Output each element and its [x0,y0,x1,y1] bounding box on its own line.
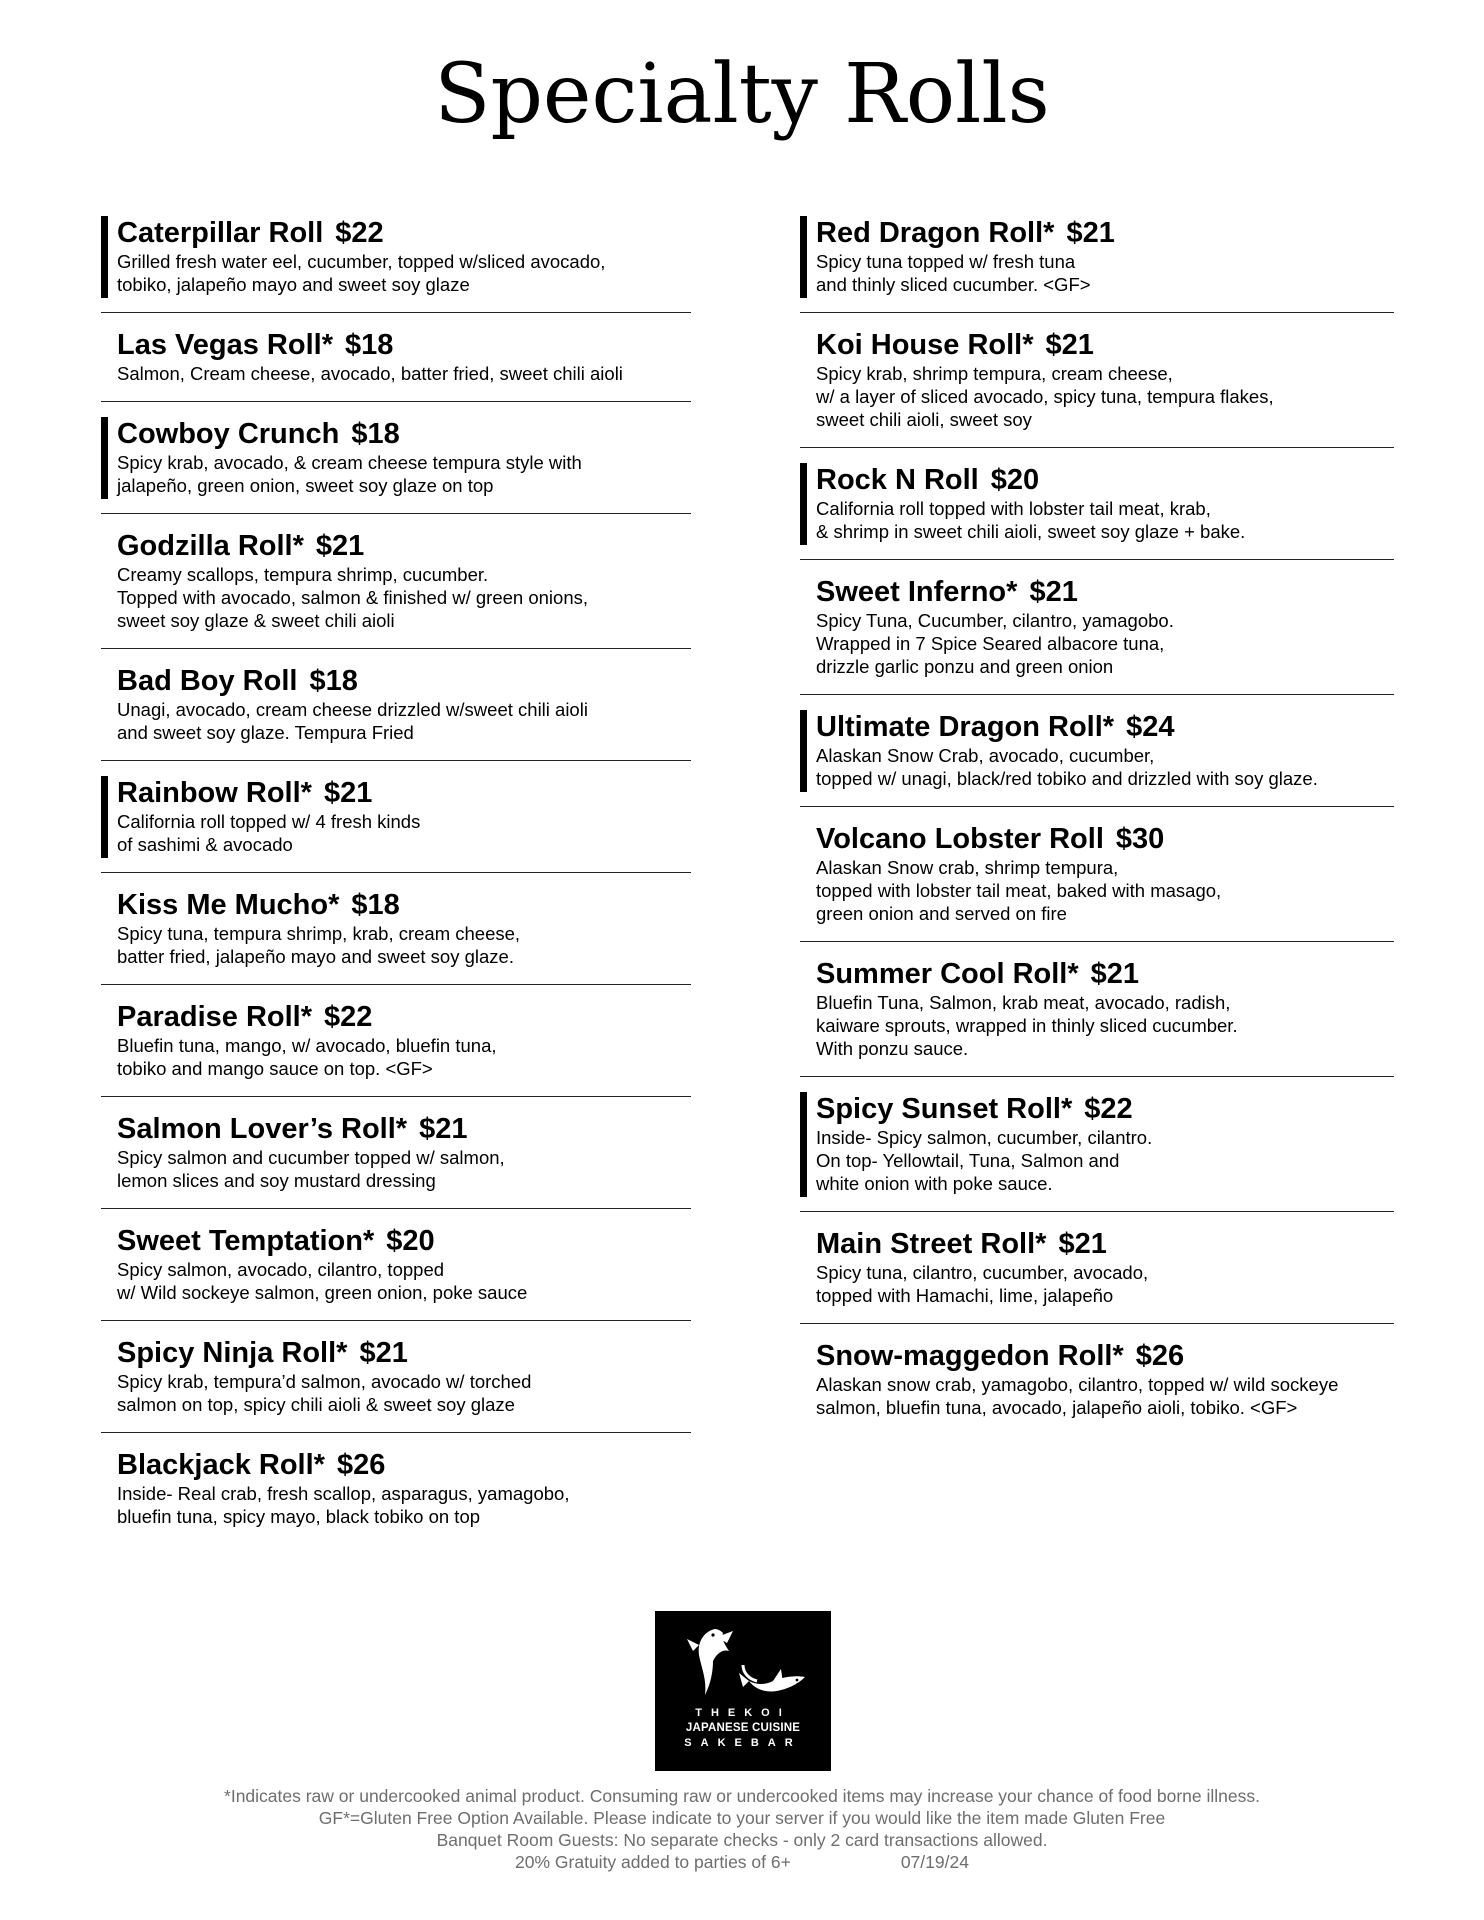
item-name-line [117,776,691,810]
item-description: Spicy tuna, cilantro, cucumber, avocado, topped with Hamachi, lime, jalapeño [816,1262,1149,1306]
footer-raw-warning: *Indicates raw or undercooked animal product. Consuming raw or undercooked items may increase your chance of food borne illness. [224,1786,1260,1806]
item-name: Kiss Me Mucho* [117,889,340,921]
item-description: Spicy krab, shrimp tempura, cream cheese, w/ a layer of sliced avocado, spicy tuna, tempura flakes, sweet chili aioli, sweet soy [816,363,1274,430]
item-description: Alaskan snow crab, yamagobo, cilantro, topped w/ wild sockeye salmon, bluefin tuna, avocado, jalapeño aioli, tobiko. <GF> [816,1374,1339,1418]
menu-item [800,1339,1394,1435]
menu-item [101,216,691,313]
item-description: Creamy scallops, tempura shrimp, cucumber. Topped with avocado, salmon & finished w/ green onions, sweet soy glaze & sweet chili aioli [117,564,589,631]
item-description: Spicy tuna, tempura shrimp, krab, cream cheese, batter fried, jalapeño mayo and sweet soy glaze. [117,923,521,967]
item-name: Ultimate Dragon Roll* [816,711,1115,743]
item-price: $21 [419,1113,468,1145]
item-name: Spicy Ninja Roll* [117,1337,348,1369]
item-price: $21 [1090,958,1140,990]
menu-item [800,1092,1394,1212]
restaurant-logo [655,1611,831,1771]
menu-column-right [800,216,1394,1450]
item-price: $20 [990,464,1040,496]
item-price: $21 [1066,217,1115,249]
menu-item [101,1336,691,1433]
item-name: Snow-maggedon Roll* [816,1340,1124,1372]
item-description: California roll topped w/ 4 fresh kinds of sashimi & avocado [117,811,421,855]
item-description: Unagi, avocado, cream cheese drizzled w/sweet chili aioli and sweet soy glaze. Tempura Fried [117,699,588,743]
item-name-line [117,1000,691,1034]
item-description: Bluefin tuna, mango, w/ avocado, bluefin tuna, tobiko and mango sauce on top. <GF> [117,1035,497,1079]
item-name-line [816,575,1394,609]
item-name: Godzilla Roll* [117,530,304,562]
menu-item [800,710,1394,807]
item-name: Summer Cool Roll* [816,958,1079,990]
item-price: $22 [335,217,384,249]
menu-item [101,1224,691,1321]
item-name-line [117,888,691,922]
item-name-line [117,1224,691,1258]
item-name-line [816,1339,1394,1373]
item-name: Cowboy Crunch [117,418,340,450]
item-name-line [816,710,1394,744]
menu-item [800,328,1394,448]
item-name: Koi House Roll* [816,329,1034,361]
menu-item [800,957,1394,1077]
item-price: $22 [324,1001,373,1033]
footer-notes [0,1785,1484,1873]
item-description: Spicy salmon and cucumber topped w/ salmon, lemon slices and soy mustard dressing [117,1147,505,1191]
item-name-line [816,957,1394,991]
item-name: Rock N Roll [816,464,979,496]
item-price: $21 [359,1337,408,1369]
item-description: Alaskan Snow crab, shrimp tempura, topped with lobster tail meat, baked with masago, green onion and served on fire [816,857,1222,924]
item-name: Red Dragon Roll* [816,217,1055,249]
item-name: Salmon Lover’s Roll* [117,1113,408,1145]
item-name: Volcano Lobster Roll [816,823,1104,855]
item-name-line [117,529,691,563]
item-description: Alaskan Snow Crab, avocado, cucumber, topped w/ unagi, black/red tobiko and drizzled with soy glaze. [816,745,1318,789]
item-price: $26 [336,1449,386,1481]
item-name-line [117,417,691,451]
menu-item [101,1000,691,1097]
footer-banquet-note: Banquet Room Guests: No separate checks - only 2 card transactions allowed. [436,1830,1048,1850]
item-name: Rainbow Roll* [117,777,312,809]
item-name-line [816,1227,1394,1261]
item-price: $20 [386,1225,435,1257]
item-name-line [117,328,691,362]
item-price: $18 [351,418,400,450]
item-description: California roll topped with lobster tail meat, krab, & shrimp in sweet chili aioli, sweet soy glaze + bake. [816,498,1246,542]
menu-item [101,529,691,649]
item-description: Salmon, Cream cheese, avocado, batter fried, sweet chili aioli [117,363,623,384]
item-name-line [117,216,691,250]
item-price: $26 [1135,1340,1185,1372]
logo-line1: THEKOI [695,1707,791,1719]
item-name: Blackjack Roll* [117,1449,325,1481]
item-description: Inside- Real crab, fresh scallop, asparagus, yamagobo, bluefin tuna, spicy mayo, black tobiko on top [117,1483,570,1527]
item-price: $24 [1126,711,1175,743]
item-name: Sweet Inferno* [816,576,1018,608]
item-name: Las Vegas Roll* [117,329,333,361]
logo-line3: SAKEBAR [684,1737,802,1749]
item-name: Spicy Sunset Roll* [816,1093,1073,1125]
menu-item [101,776,691,873]
item-price: $30 [1115,823,1165,855]
item-name-line [816,328,1394,362]
item-name-line [117,664,691,698]
item-description: Bluefin Tuna, Salmon, krab meat, avocado, radish, kaiware sprouts, wrapped in thinly sliced cucumber. With ponzu sauce. [816,992,1238,1059]
item-name: Sweet Temptation* [117,1225,375,1257]
item-name-line [117,1448,691,1482]
item-name: Main Street Roll* [816,1228,1047,1260]
menu-item [800,463,1394,560]
item-price: $21 [323,777,373,809]
item-price: $22 [1084,1093,1133,1125]
item-name: Bad Boy Roll [117,665,298,697]
logo-line2: JAPANESE CUISINE [685,1722,801,1734]
item-price: $21 [1058,1228,1107,1260]
item-price: $18 [309,665,358,697]
menu-item [101,1112,691,1209]
footer-gratuity: 20% Gratuity added to parties of 6+ [515,1852,791,1872]
item-price: $18 [345,329,394,361]
item-name-line [816,463,1394,497]
item-name-line [816,1092,1394,1126]
item-description: Grilled fresh water eel, cucumber, topped w/sliced avocado, tobiko, jalapeño mayo and sweet soy glaze [117,251,606,295]
menu-item [101,417,691,514]
footer-date: 07/19/24 [900,1852,969,1872]
item-price: $21 [1029,576,1078,608]
page-title: Specialty Rolls [434,47,1050,142]
footer-gratuity-line [0,1851,1484,1873]
menu-item [800,216,1394,313]
item-description: Spicy Tuna, Cucumber, cilantro, yamagobo. Wrapped in 7 Spice Seared albacore tuna, drizzle garlic ponzu and green onion [816,610,1174,677]
item-name: Paradise Roll* [117,1001,313,1033]
item-description: Inside- Spicy salmon, cucumber, cilantro. On top- Yellowtail, Tuna, Salmon and white onion with poke sauce. [816,1127,1153,1194]
koi-fish-icon [677,1623,809,1703]
item-description: Spicy krab, tempura’d salmon, avocado w/ torched salmon on top, spicy chili aioli & sweet soy glaze [117,1371,532,1415]
menu-item [101,328,691,402]
menu-item [800,822,1394,942]
menu-item [800,575,1394,695]
menu-item [101,664,691,761]
item-description: Spicy salmon, avocado, cilantro, topped w/ Wild sockeye salmon, green onion, poke sauce [117,1259,528,1303]
item-name-line [816,822,1394,856]
item-name-line [816,216,1394,250]
item-name-line [117,1112,691,1146]
item-description: Spicy tuna topped w/ fresh tuna and thinly sliced cucumber. <GF> [816,251,1091,295]
footer-gluten-free-note: GF*=Gluten Free Option Available. Please indicate to your server if you would like the item made Gluten Free [318,1808,1166,1828]
menu-column-left [101,216,691,1559]
item-name-line [117,1336,691,1370]
menu-item [101,888,691,985]
item-name: Caterpillar Roll [117,217,324,249]
item-price: $21 [315,530,365,562]
item-price: $21 [1045,329,1094,361]
menu-item [101,1448,691,1544]
menu-item [800,1227,1394,1324]
item-price: $18 [351,889,400,921]
item-description: Spicy krab, avocado, & cream cheese tempura style with jalapeño, green onion, sweet soy glaze on top [117,452,582,496]
